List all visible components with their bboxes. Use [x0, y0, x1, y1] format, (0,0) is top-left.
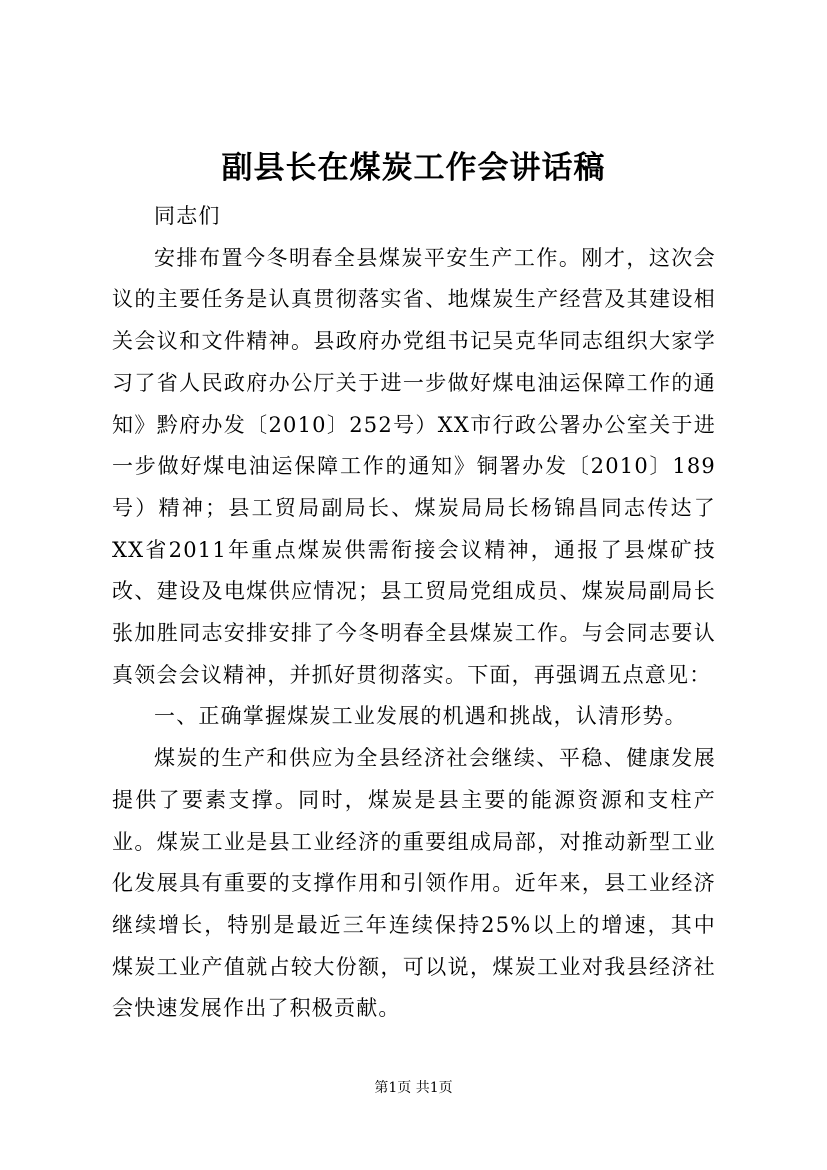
page-footer: 第1页 共1页	[374, 1080, 453, 1096]
greeting-line: 同志们	[154, 204, 221, 228]
document-title: 副县长在煤炭工作会讲话稿	[221, 150, 606, 186]
body-paragraph-1: 安排布置今冬明春全县煤炭平安生产工作。刚才，这次会议的主要任务是认真贯彻落实省、地煤炭生产经营及其建设相关会议和文件精神。县政府办党组书记吴克华同志组织大家学习了省人民政府办公厅关于进一步做好煤电油运保障工作的通知》黔府办发〔2010〕252号）XX市行政公署办公室关于进一步做好煤电油运保障工作的通知》铜署办发〔2010〕189号）精神；县工贸局副局长、煤炭局局长杨锦昌同志传达了XX省2011年重点煤炭供需衔接会议精神，通报了县煤矿技改、建设及电煤供应情况；县工贸局党组成员、煤炭局副局长张加胜同志安排安排了今冬明春全县煤炭工作。与会同志要认真领会会议精神，并抓好贯彻落实。下面，再强调五点意见：	[112, 245, 716, 687]
section-heading-1: 一、正确掌握煤炭工业发展的机遇和挑战，认清形势。	[154, 704, 687, 729]
body-paragraph-2: 煤炭的生产和供应为全县经济社会继续、平稳、健康发展提供了要素支撑。同时，煤炭是县主要的能源资源和支柱产业。煤炭工业是县工业经济的重要组成局部，对推动新型工业化发展具有重要的支撑作用和引领作用。近年来，县工业经济继续增长，特别是最近三年连续保持25%以上的增速，其中煤炭工业产值就占较大份额，可以说，煤炭工业对我县经济社会快速发展作出了积极贡献。	[112, 746, 716, 1021]
document-body	[112, 196, 716, 1030]
